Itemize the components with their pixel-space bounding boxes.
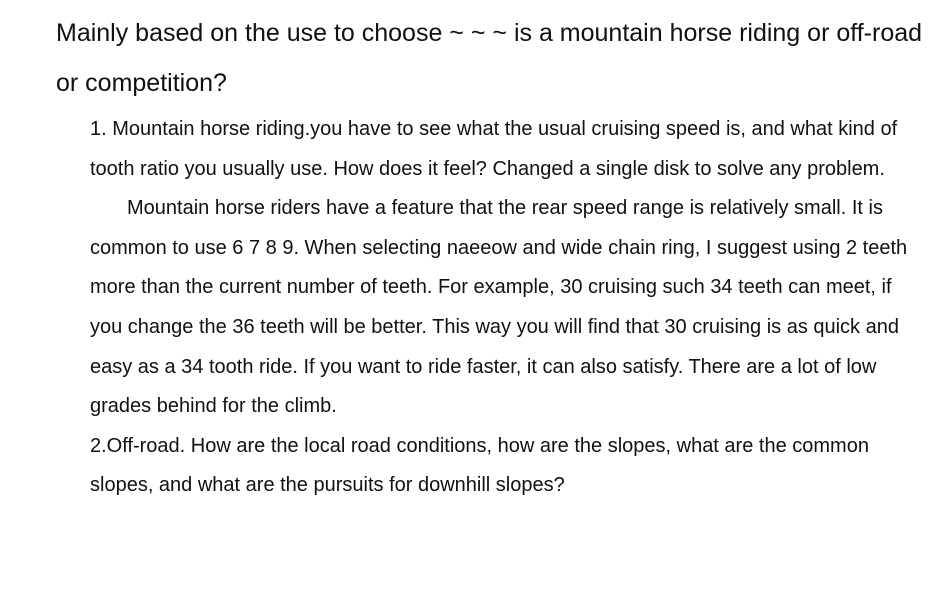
paragraph-mountain-riding: 1. Mountain horse riding.you have to see what the usual cruising speed is, and what kind of tooth ratio you usually use. How does it feel? Changed a single disk to solve any problem. [90, 118, 898, 180]
page-heading: Mainly based on the use to choose ~ ~ ~ is a mountain horse riding or off-road or competition? [56, 19, 923, 97]
paragraph-off-road: 2.Off-road. How are the local road conditions, how are the slopes, what are the common slopes, and what are the pursuits for downhill slopes? [90, 434, 869, 497]
article-body [90, 110, 910, 506]
paragraph-gear-advice: Mountain horse riders have a feature that the rear speed range is relatively small. It is common to use 6 7 8 9. When selecting naeeow and wide chain ring, I suggest using 2 teeth more than the current number of teeth. For example, 30 cruising such 34 teeth can meet, if you change the 36 teeth will be better. This way you will find that 30 cruising is as quick and easy as a 34 tooth ride. If you want to ride faster, it can also satisfy. There are a lot of low grades behind for the climb. [90, 197, 908, 418]
